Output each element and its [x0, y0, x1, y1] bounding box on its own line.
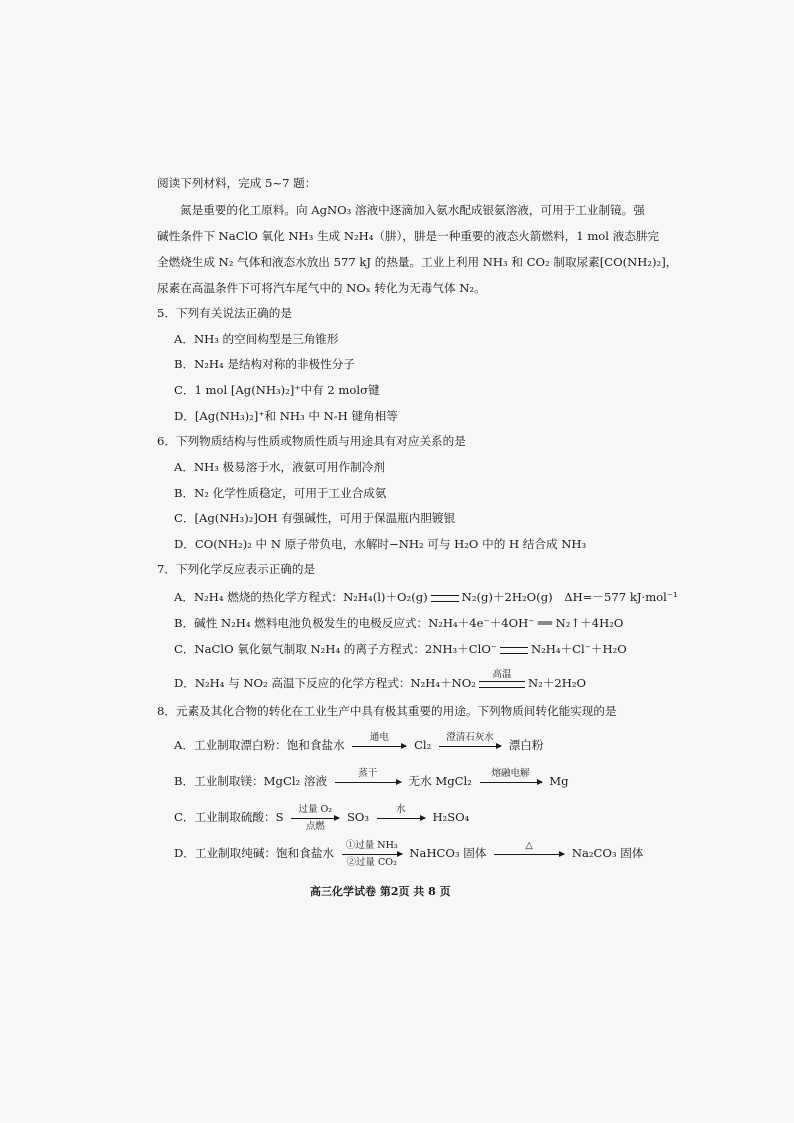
question-7-option-b: B．碱性 N₂H₄ 燃料电池负极发生的电极反应式：N₂H₄＋4e⁻＋4OH⁻ ══ N₂↑＋4H₂O [174, 616, 624, 630]
question-6-option-d: D．CO(NH₂)₂ 中 N 原子带负电，水解时−NH₂ 可与 H₂O 中的 H 结合成 NH₃ [174, 537, 587, 551]
arrow-condition: △ [525, 840, 533, 851]
equals-sign-icon [431, 595, 459, 602]
question-8-option-a [174, 732, 544, 752]
reaction-arrow-icon [494, 840, 564, 855]
passage-line-1: 氮是重要的化工原料。向 AgNO₃ 溶液中逐滴加入氨水配成银氨溶液，可用于工业制镜。强 [180, 203, 645, 217]
question-6-option-b: B．N₂ 化学性质稳定，可用于工业合成氨 [174, 486, 387, 500]
question-6-option-c: C．[Ag(NH₃)₂]OH 有强碱性，可用于保温瓶内胆镀银 [174, 511, 456, 525]
question-5-option-c: C．1 mol [Ag(NH₃)₂]⁺中有 2 molσ键 [174, 383, 380, 397]
q8d-intermediate: NaHCO₃ 固体 [409, 846, 487, 860]
reaction-arrow-icon [377, 804, 425, 819]
q8a-intermediate: Cl₂ [414, 738, 432, 752]
passage-line-3: 全燃烧生成 N₂ 气体和液态水放出 577 kJ 的热量。工业上利用 NH₃ 和 CO₂ 制取尿素[CO(NH₂)₂]， [157, 255, 678, 269]
reaction-arrow-icon [291, 804, 339, 832]
q8c-label: C．工业制取硫酸：S [174, 810, 284, 824]
arrow-condition: 水 [395, 804, 406, 815]
question-6-stem: 6．下列物质结构与性质或物质性质与用途具有对应关系的是 [157, 434, 466, 448]
q8a-label: A．工业制取漂白粉：饱和食盐水 [174, 738, 345, 752]
arrow-condition: 蒸干 [358, 768, 378, 779]
passage-line-2: 碱性条件下 NaClO 氧化 NH₃ 生成 N₂H₄（肼），肼是一种重要的液态火箭燃料，1 mol 液态肼完 [157, 229, 660, 243]
q7d-left: D．N₂H₄ 与 NO₂ 高温下反应的化学方程式：N₂H₄＋NO₂ [174, 676, 476, 690]
passage-line-4: 尿素在高温条件下可将汽车尾气中的 NOₓ 转化为无毒气体 N₂。 [157, 281, 486, 295]
q8d-product: Na₂CO₃ 固体 [571, 846, 644, 860]
arrow-condition: ②过量 CO₂ [346, 856, 397, 868]
question-7-option-c [174, 644, 627, 656]
q7c-left: C．NaClO 氧化氨气制取 N₂H₄ 的离子方程式：2NH₃＋ClO⁻ [174, 642, 498, 656]
reaction-arrow-icon [352, 732, 406, 747]
question-5-option-b: B．N₂H₄ 是结构对称的非极性分子 [174, 357, 355, 371]
q7a-left: A．N₂H₄ 燃烧的热化学方程式：N₂H₄(l)＋O₂(g) [174, 590, 428, 604]
arrow-condition: ①过量 NH₃ [345, 840, 398, 851]
question-8-stem: 8．元素及其化合物的转化在工业生产中具有极其重要的用途。下列物质间转化能实现的是 [157, 704, 617, 718]
reaction-arrow-icon [335, 768, 401, 783]
arrow-condition: 熔融电解 [491, 768, 530, 779]
question-7-option-d [174, 669, 586, 690]
q7d-right: N₂＋2H₂O [527, 676, 586, 690]
q8b-product: Mg [549, 774, 569, 788]
question-8-option-d [174, 840, 644, 868]
q8b-intermediate: 无水 MgCl₂ [408, 774, 472, 788]
question-7-option-a [174, 592, 678, 604]
question-8-option-b [174, 768, 569, 788]
reaction-arrow-icon [342, 840, 402, 868]
equals-sign-icon [479, 669, 525, 688]
equals-sign-icon [500, 647, 528, 654]
arrow-condition: 通电 [369, 732, 389, 743]
reaction-arrow-icon [439, 732, 501, 747]
reading-intro: 阅读下列材料，完成 5~7 题： [157, 176, 317, 190]
q7c-right: N₂H₄＋Cl⁻＋H₂O [531, 642, 627, 656]
question-5-stem: 5．下列有关说法正确的是 [157, 306, 292, 320]
q8b-label: B．工业制取镁：MgCl₂ 溶液 [174, 774, 328, 788]
page-footer: 高三化学试卷 第2页 共 8 页 [310, 885, 451, 898]
arrow-condition: 过量 O₂ [298, 804, 333, 815]
question-6-option-a: A．NH₃ 极易溶于水，液氨可用作制冷剂 [174, 460, 385, 474]
q8a-product: 漂白粉 [508, 738, 544, 752]
arrow-condition: 点燃 [305, 820, 325, 832]
condition-label: 高温 [492, 669, 512, 680]
q7a-right: N₂(g)＋2H₂O(g) ΔH=－577 kJ·mol⁻¹ [461, 590, 678, 604]
question-8-option-c [174, 804, 470, 832]
reaction-arrow-icon [480, 768, 542, 783]
question-5-option-d: D．[Ag(NH₃)₂]⁺和 NH₃ 中 N-H 键角相等 [174, 409, 398, 423]
q8c-intermediate: SO₃ [346, 810, 370, 824]
q8d-label: D．工业制取纯碱：饱和食盐水 [174, 846, 335, 860]
question-5-option-a: A．NH₃ 的空间构型是三角锥形 [174, 332, 339, 346]
question-7-stem: 7．下列化学反应表示正确的是 [157, 562, 316, 576]
arrow-condition: 澄清石灰水 [446, 732, 494, 743]
q8c-product: H₂SO₄ [432, 810, 470, 824]
